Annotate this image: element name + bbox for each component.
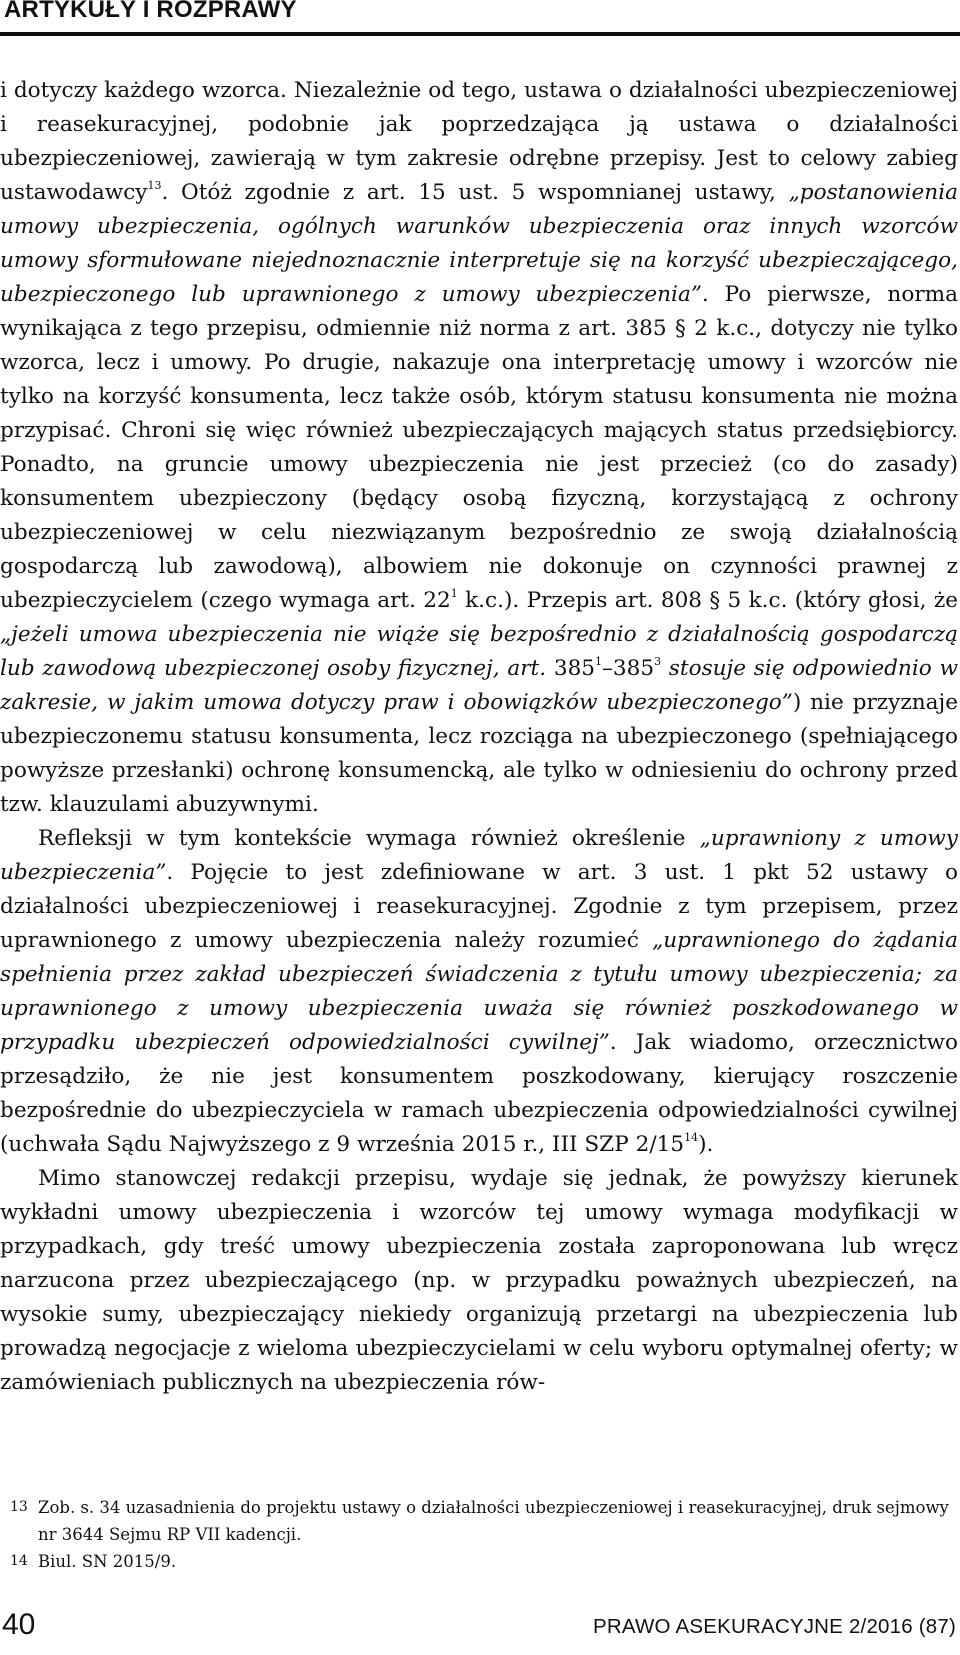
- text-run: ).: [698, 1132, 714, 1157]
- footnote-number: 13: [10, 1499, 28, 1515]
- paragraph-2: [0, 822, 958, 1162]
- quote-italic: „jeżeli umowa ubezpieczenia nie wiąże się bezpośrednio z działalnością gospodarczą lub zawodową ubezpieczonej osoby fizycznej, art.: [0, 622, 958, 681]
- text-run: ) nie przyznaje ubezpieczonemu statusu konsumenta, lecz rozciąga na ubezpieczonego (spełniającego powyższe przesłanki) ochronę konsumencką, ale tylko w odniesieniu do ochrony przed tzw. klauzulami abuzywnymi.: [0, 690, 958, 817]
- dash: –: [602, 656, 613, 681]
- footnote-13: [0, 1494, 958, 1548]
- text-run: . Jak wiadomo, orzecznictwo przesądziło, że nie jest konsumentem poszkodowany, kierujący roszczenie bezpośrednie do ubezpieczyciela w ramach ubezpieczenia odpowiedzialności cywilnej (uchwała Sądu Najwyższego z 9 września 2015 r., III SZP 2/15: [0, 1030, 958, 1157]
- text-run: . Pojęcie to jest zdefiniowane w art. 3 ust. 1 pkt 52 ustawy o działalności ubezpieczeniowej i reasekuracyjnej. Zgodnie z tym przepisem, przez uprawnionego z umowy ubezpieczenia należy rozumieć: [0, 860, 958, 953]
- superscript: 3: [654, 654, 662, 668]
- text-run: Mimo stanowczej redakcji przepisu, wydaje się jednak, że powyższy kierunek wykładni umowy ubezpieczenia i wzorców tej umowy wymaga modyfikacji w przypadkach, gdy treść umowy ubezpieczenia została zaproponowana lub wręcz narzucona przez ubezpieczającego (np. w przypadku poważnych ubezpieczeń, na wysokie sumy, ubezpieczający niekiedy organizują przetargi na ubezpieczenia lub prowadzą negocjacje z wieloma ubezpieczycielami w celu wyboru optymalnej oferty; w zamówieniach publicznych na ubezpieczenia rów-: [0, 1166, 958, 1395]
- quote-italic: „uprawniony z umowy ubezpieczenia”: [0, 826, 958, 885]
- text-run: i dotyczy każdego wzorca. Niezależnie od tego, ustawa o działalności ubezpieczeniowej i reasekuracyjnej, podobnie jak poprzedzająca ją ustawa o działalności ubezpieczeniowej, zawierają w tym zakresie odrębne przepisy. Jest to celowy zabieg ustawodawcy: [0, 78, 958, 205]
- text-run: . Otóż zgodnie z art. 15 ust. 5 wspomnianej ustawy,: [161, 180, 789, 205]
- footnote-14: [0, 1548, 958, 1575]
- quote-italic: „uprawnionego do żądania spełnienia przez zakład ubezpieczeń świadczenia z tytułu umowy ubezpieczenia; za uprawnionego z umowy ubezpieczenia uważa się również poszkodowanego w przypadku ubezpieczeń odpowiedzialności cywilnej”: [0, 928, 958, 1055]
- quote-italic: stosuje się odpowiednio w zakresie, w jakim umowa dotyczy praw i obowiązków ubezpieczonego”: [0, 656, 958, 715]
- footnote-ref-13[interactable]: 13: [147, 178, 162, 192]
- text-run: k.c.). Przepis art. 808 § 5 k.c. (który głosi, że: [457, 588, 958, 613]
- paragraph-3: [0, 1162, 958, 1400]
- header-rule: [0, 32, 960, 36]
- superscript: 1: [450, 586, 458, 600]
- page-number: 40: [2, 1608, 36, 1641]
- article-body: [0, 74, 958, 1400]
- text-run: Refleksji w tym kontekście wymaga również określenie: [38, 826, 700, 851]
- text-run: . Po pierwsze, norma wynikająca z tego przepisu, odmiennie niż norma z art. 385 § 2 k.c., dotyczy nie tylko wzorca, lecz i umowy. Po drugie, nakazuje ona interpretację umowy i wzorców nie tylko na korzyść konsumenta, lecz także osób, którym statusu konsumenta nie można przypisać. Chroni się więc również ubezpieczających mających status przedsiębiorcy. Ponadto, na gruncie umowy ubezpieczenia nie jest przecież (co do zasady) konsumentem ubezpieczony (będący osobą fizyczną, korzystającą z ochrony ubezpieczeniowej w celu niezwiązanym bezpośrednio ze swoją działalnością gospodarczą lub zawodową), albowiem nie dokonuje on czynności prawnej z ubezpieczycielem (czego wymaga art. 22: [0, 282, 958, 613]
- article-number: 385: [553, 656, 596, 681]
- section-header: ARTYKUŁY I ROZPRAWY: [4, 0, 297, 23]
- footnote-text: Biul. SN 2015/9.: [38, 1552, 177, 1571]
- footnote-number: 14: [10, 1553, 28, 1569]
- paragraph-1: [0, 74, 958, 822]
- quote-italic: „postanowienia umowy ubezpieczenia, ogólnych warunków ubezpieczenia oraz innych wzorców umowy sformułowane niejednoznacznie interpretuje się na korzyść ubezpieczającego, ubezpieczonego lub uprawnionego z umowy ubezpieczenia”: [0, 180, 958, 307]
- footnotes: [0, 1494, 958, 1575]
- footnote-text: Zob. s. 34 uzasadnienia do projektu ustawy o działalności ubezpieczeniowej i reasekuracyjnej, druk sejmowy nr 3644 Sejmu RP VII kadencji.: [38, 1498, 949, 1544]
- journal-name: PRAWO ASEKURACYJNE 2/2016 (87): [593, 1615, 956, 1638]
- footnote-ref-14[interactable]: 14: [684, 1130, 699, 1144]
- superscript: 1: [595, 654, 603, 668]
- article-number: 385: [612, 656, 655, 681]
